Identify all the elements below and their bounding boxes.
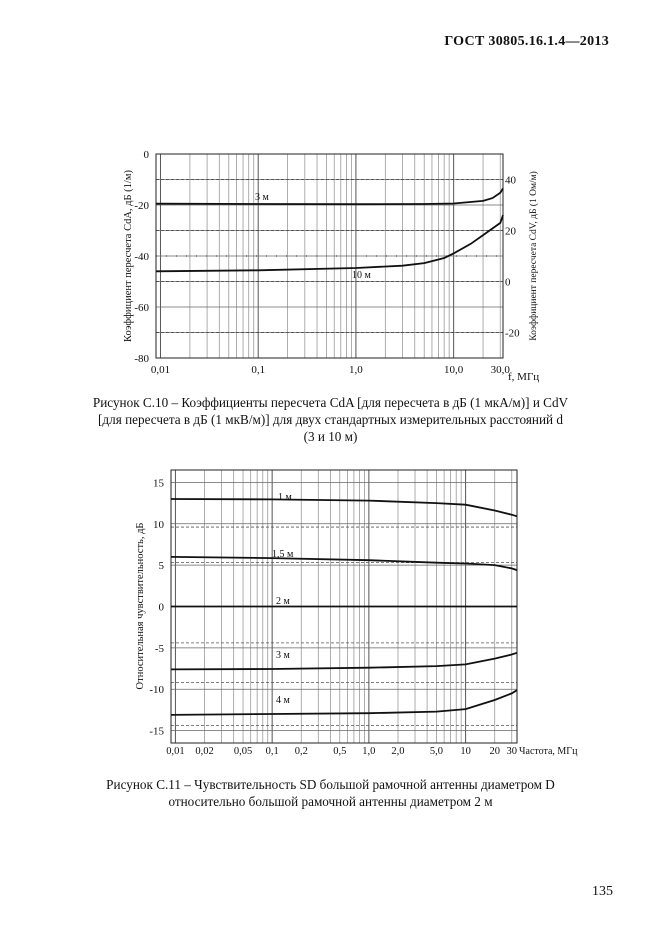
chart1-x-tick-label: 10,0: [444, 364, 464, 376]
chart1-x-axis-label: f, МГц: [508, 371, 540, 383]
caption-figure-c11: [0, 776, 661, 810]
page-number: 135: [592, 884, 613, 899]
chart2-series-label: 4 м: [276, 695, 290, 706]
chart1-y-tick-label: -20: [134, 200, 149, 212]
document-header: ГОСТ 30805.16.1.4—2013: [444, 34, 609, 49]
chart2-x-tick-label: 0,02: [195, 746, 214, 757]
chart1-y-tick-label: -60: [134, 302, 149, 314]
chart2-y-tick-label: 0: [158, 601, 164, 614]
chart1-y-axis-label-right: Коэффициент пересчета CdV, дБ (1 Ом/м): [529, 171, 539, 341]
chart2-x-axis-label: Частота, МГц: [519, 746, 578, 757]
chart2-x-tick-label: 0,01: [166, 746, 185, 757]
caption-c10-line2: [для пересчета в дБ (1 мкВ/м)] для двух стандартных измерительных расстояний d: [98, 412, 563, 427]
chart1-x-tick-label: 0,1: [251, 364, 266, 376]
chart1-y2-tick-label: 40: [505, 174, 516, 187]
chart2-y-tick-label: -5: [154, 642, 164, 655]
chart2-x-tick-label: 5,0: [429, 746, 444, 757]
chart1-series-label-10m: 10 м: [352, 270, 371, 281]
chart2-x-tick-label: 1,0: [362, 746, 376, 757]
chart2-x-tick-label: 0,1: [265, 746, 279, 757]
chart2-x-tick-label: 10: [460, 746, 471, 757]
chart2-y-tick-label: -10: [149, 684, 164, 697]
chart2-y-tick-label: 15: [153, 477, 164, 490]
chart1-y-tick-label: -40: [134, 251, 149, 263]
chart2-y-tick-label: 5: [158, 560, 164, 573]
caption-c11-line2: относительно большой рамочной антенны диаметром 2 м: [168, 794, 493, 809]
chart2-x-tick-label: 20: [489, 746, 500, 757]
chart1-y2-tick-label: 0: [505, 276, 511, 289]
chart1-y2-tick-label: 20: [505, 225, 516, 238]
chart1-y2-tick-label: -20: [505, 327, 520, 340]
chart2-x-tick-label: 0,2: [294, 746, 308, 757]
caption-c10-line3: (3 и 10 м): [303, 429, 358, 444]
chart2-series-label: 1,5 м: [272, 549, 294, 560]
chart1-x-tick-label: 1,0: [349, 364, 363, 376]
chart1-series-label-3m: 3 м: [255, 192, 269, 203]
chart1-y-tick-label: -80: [134, 353, 149, 365]
chart2-series-label: 1 м: [278, 492, 292, 503]
chart2-x-tick-label: 0,5: [333, 746, 347, 757]
chart2-series-label: 2 м: [276, 596, 290, 607]
chart1-x-tick-label: 30,0: [490, 364, 510, 376]
chart1-y-tick-label: 0: [143, 149, 149, 161]
chart1-x-tick-label: 0,01: [150, 364, 171, 376]
chart2-x-tick-label: 30: [506, 746, 517, 757]
caption-figure-c10: [0, 394, 661, 445]
caption-c10-line1: Рисунок С.10 – Коэффициенты пересчета CdA [для пересчета в дБ (1 мкА/м)] и CdV: [92, 395, 569, 410]
chart2-series-label: 3 м: [276, 650, 290, 661]
caption-c11-line1: Рисунок С.11 – Чувствительность SD большой рамочной антенны диаметром D: [106, 777, 555, 792]
chart2-x-tick-label: 0,05: [233, 746, 253, 757]
chart2-x-tick-label: 2,0: [391, 746, 405, 757]
chart2-y-tick-label: 10: [153, 518, 164, 531]
chart2-y-tick-label: -15: [149, 725, 164, 738]
chart1-y-axis-label-left: Коэффициент пересчета CdA, дБ (1/м): [123, 170, 134, 342]
chart2-y-axis-label: Относительная чувствительность, дБ: [135, 522, 146, 690]
